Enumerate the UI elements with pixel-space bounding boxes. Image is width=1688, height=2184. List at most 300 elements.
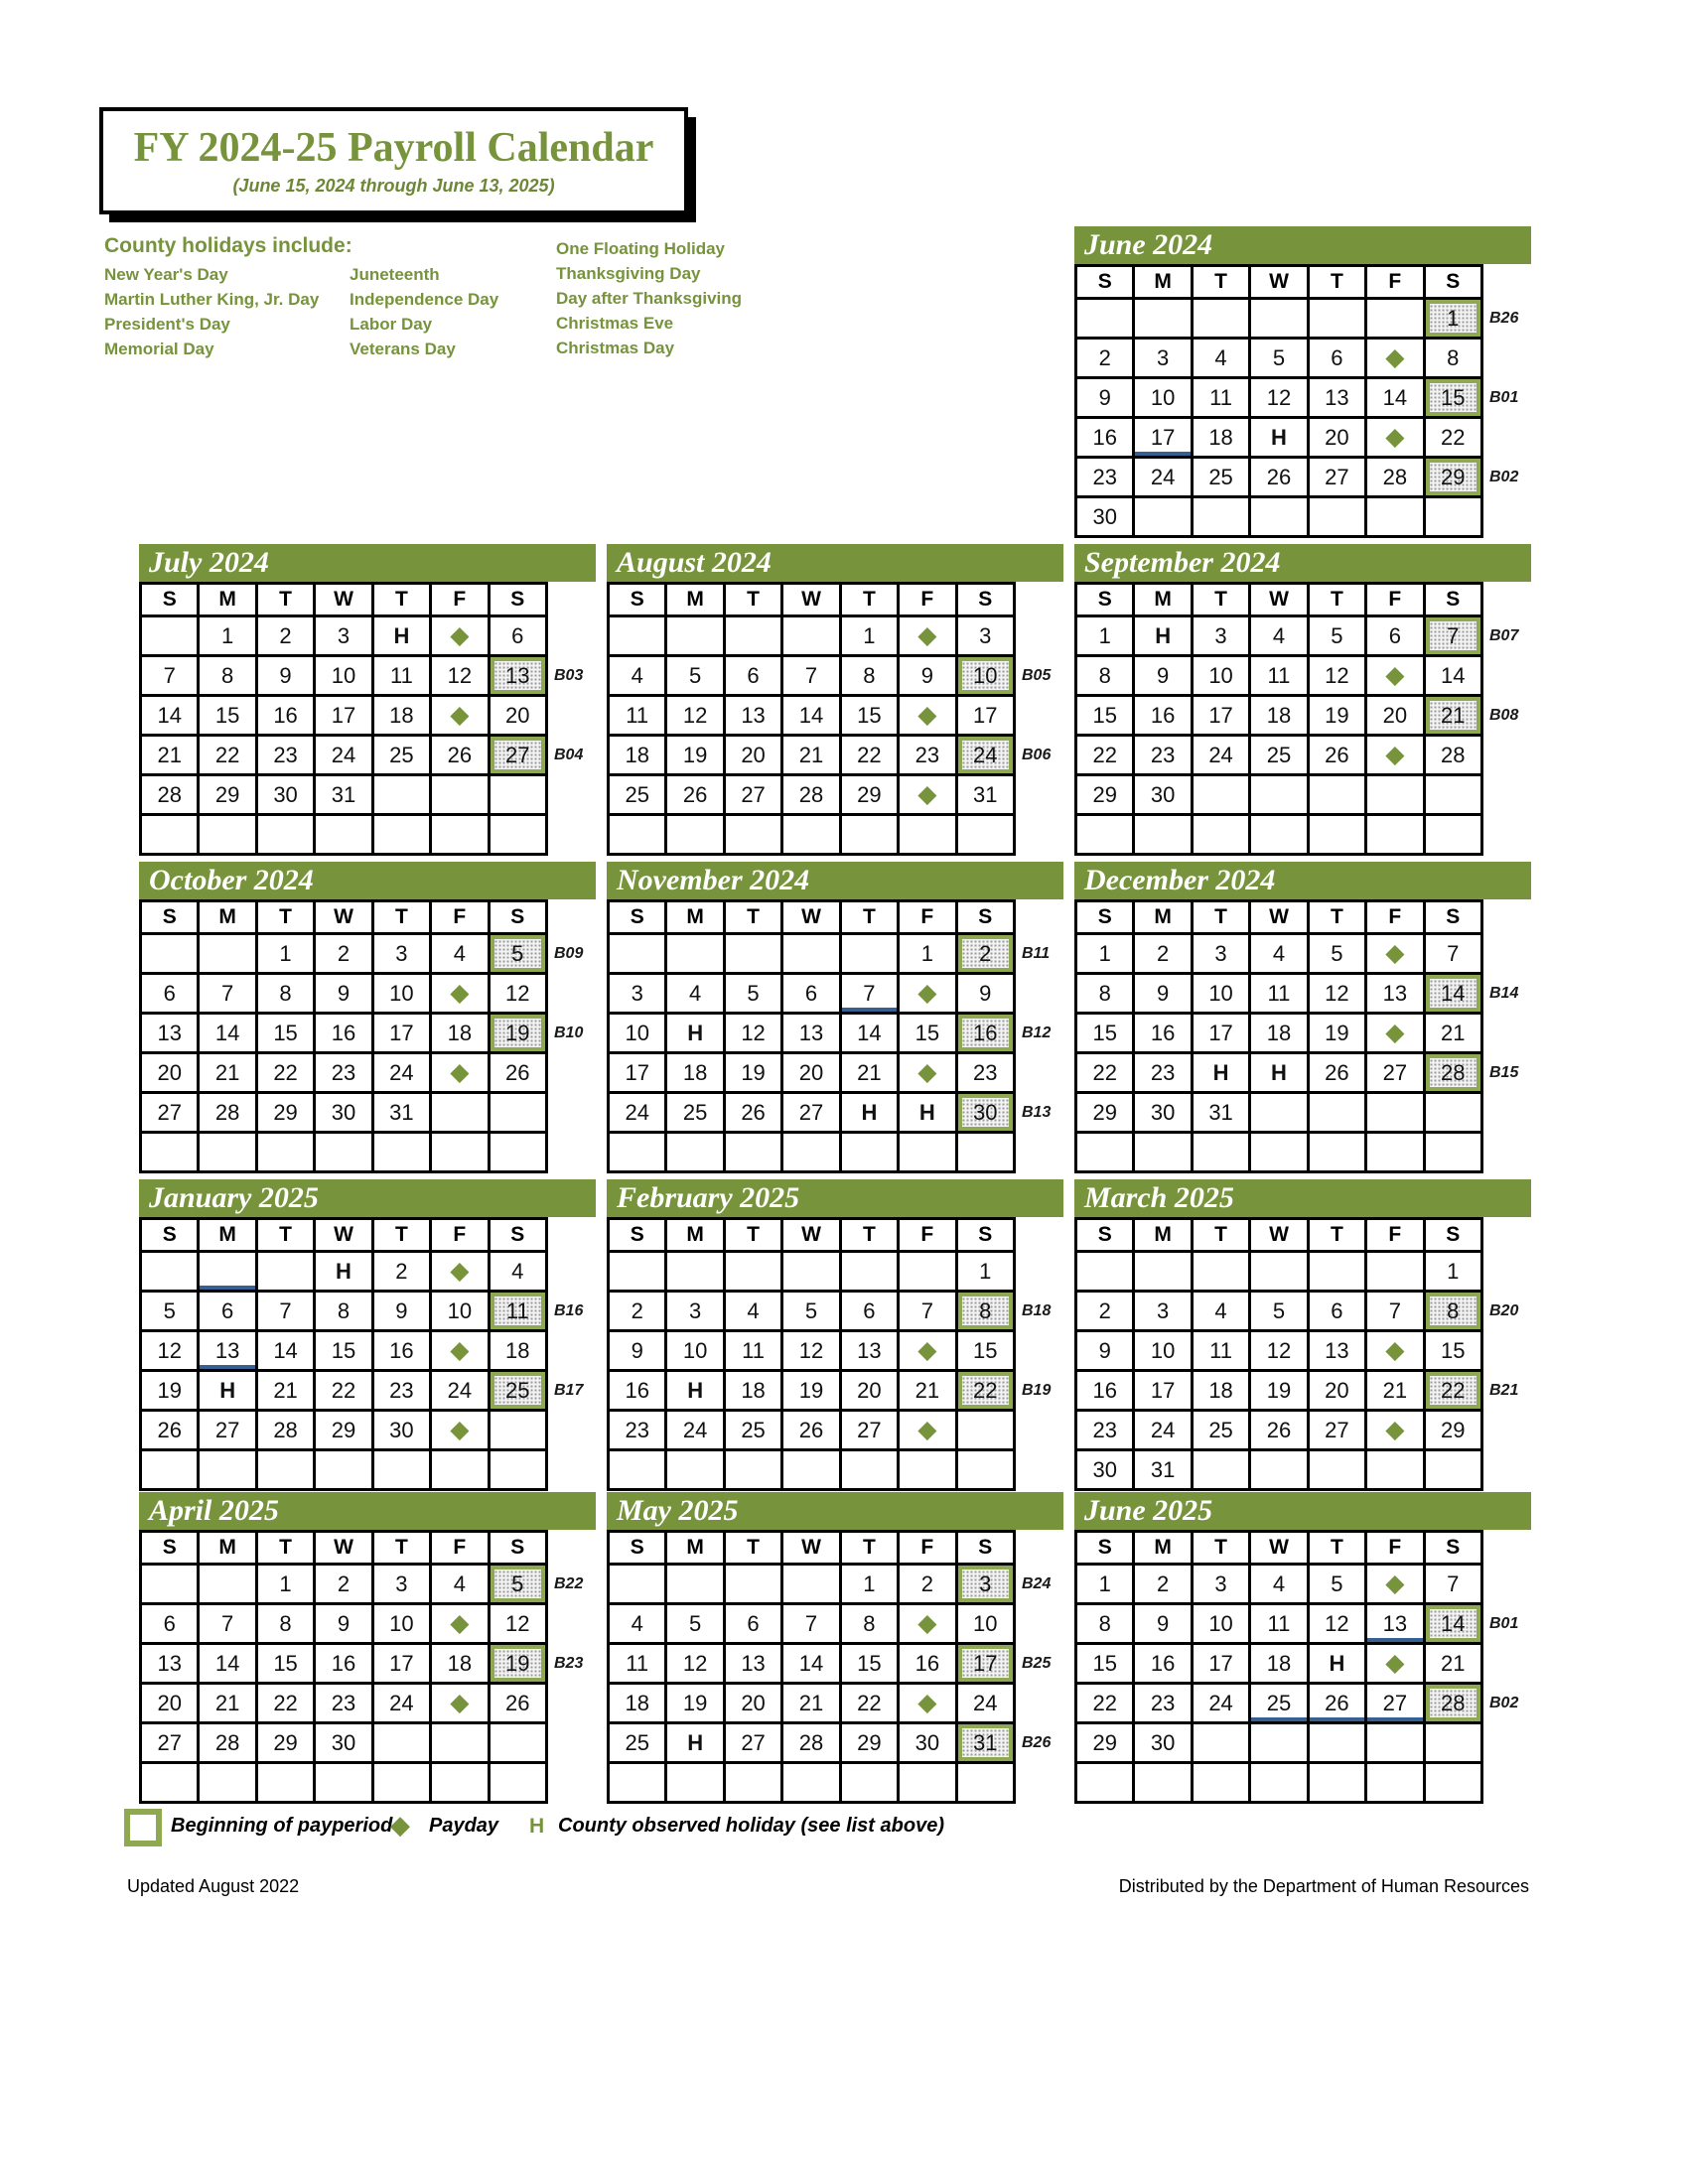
day-cell: 7 bbox=[199, 1604, 256, 1644]
day-cell: 21 bbox=[141, 736, 199, 775]
holiday-item: Independence Day bbox=[350, 290, 499, 309]
week-row bbox=[609, 616, 1015, 656]
holiday-item: Day after Thanksgiving bbox=[556, 289, 743, 308]
holiday-cell: H bbox=[1308, 1644, 1365, 1684]
day-cell: 16 bbox=[1076, 418, 1134, 458]
weekday-header: S bbox=[141, 1532, 199, 1565]
payday-cell bbox=[431, 1684, 489, 1723]
empty-cell bbox=[1076, 815, 1134, 855]
day-cell: 30 bbox=[1076, 1450, 1134, 1490]
day-cell: 12 bbox=[666, 696, 724, 736]
day-cell: 1 bbox=[1076, 1565, 1134, 1604]
weekday-header: F bbox=[899, 901, 956, 934]
day-cell: 4 bbox=[431, 1565, 489, 1604]
day-cell: 29 bbox=[256, 1723, 314, 1763]
empty-cell bbox=[1366, 1133, 1424, 1172]
empty-cell bbox=[782, 1133, 840, 1172]
holiday-item: Juneteenth bbox=[350, 265, 440, 284]
weekday-header: S bbox=[489, 1532, 546, 1565]
weekday-header: T bbox=[1308, 266, 1365, 299]
empty-cell bbox=[609, 1450, 666, 1490]
day-cell: 2 bbox=[609, 1292, 666, 1331]
payday-diamond-icon: ◆ bbox=[917, 1415, 937, 1443]
empty-cell bbox=[1134, 815, 1192, 855]
day-cell: 20 bbox=[724, 736, 781, 775]
day-cell: 21 bbox=[199, 1684, 256, 1723]
day-cell: 6 bbox=[840, 1292, 898, 1331]
empty-cell bbox=[1308, 1723, 1365, 1763]
payday-cell bbox=[899, 696, 956, 736]
day-cell: 7 bbox=[256, 1292, 314, 1331]
day-cell: 5 bbox=[1308, 934, 1365, 974]
payperiod-swatch-icon bbox=[124, 1809, 162, 1846]
day-cell: 28 bbox=[199, 1093, 256, 1133]
week-row bbox=[1076, 696, 1482, 736]
day-cell: 26 bbox=[1308, 1053, 1365, 1093]
weekday-header: S bbox=[1424, 1532, 1481, 1565]
day-cell: 11 bbox=[1250, 656, 1308, 696]
weekday-header: T bbox=[372, 901, 430, 934]
day-cell: 12 bbox=[1250, 1331, 1308, 1371]
week-row bbox=[141, 616, 547, 656]
weekday-header: W bbox=[782, 901, 840, 934]
empty-cell bbox=[372, 815, 430, 855]
empty-cell bbox=[609, 1252, 666, 1292]
empty-cell bbox=[199, 1450, 256, 1490]
day-cell: 8 bbox=[1076, 656, 1134, 696]
payday-cell bbox=[1366, 934, 1424, 974]
weekday-header: W bbox=[315, 1219, 372, 1252]
empty-cell bbox=[1424, 497, 1481, 537]
holiday-list-intro: County holidays include: bbox=[104, 234, 352, 257]
day-cell: 15 bbox=[1076, 696, 1134, 736]
week-row bbox=[141, 1565, 547, 1604]
empty-cell bbox=[1366, 497, 1424, 537]
day-cell: 13 bbox=[840, 1331, 898, 1371]
empty-cell bbox=[1250, 1723, 1308, 1763]
day-cell: 1 bbox=[256, 934, 314, 974]
day-cell: 9 bbox=[256, 656, 314, 696]
empty-cell bbox=[666, 815, 724, 855]
empty-cell bbox=[1250, 497, 1308, 537]
empty-cell bbox=[609, 1763, 666, 1803]
empty-cell bbox=[1192, 1450, 1249, 1490]
week-row bbox=[1076, 1450, 1482, 1490]
day-cell: 11 bbox=[724, 1331, 781, 1371]
empty-cell bbox=[141, 1565, 199, 1604]
empty-cell bbox=[141, 1133, 199, 1172]
month-title: August 2024 bbox=[617, 546, 772, 579]
empty-cell bbox=[782, 1252, 840, 1292]
weekday-header: T bbox=[840, 1219, 898, 1252]
day-cell: 3 bbox=[1192, 1565, 1249, 1604]
empty-cell bbox=[609, 934, 666, 974]
empty-cell bbox=[372, 1450, 430, 1490]
day-cell: 12 bbox=[431, 656, 489, 696]
day-cell: 10 bbox=[956, 1604, 1014, 1644]
empty-cell bbox=[1366, 299, 1424, 339]
empty-cell bbox=[489, 775, 546, 815]
weekday-header: S bbox=[1424, 1219, 1481, 1252]
week-row bbox=[1076, 934, 1482, 974]
day-cell: 18 bbox=[1250, 1014, 1308, 1053]
day-cell: 14 bbox=[256, 1331, 314, 1371]
payperiod-code-label: B21 bbox=[1489, 1382, 1519, 1399]
month-title: June 2024 bbox=[1084, 228, 1213, 261]
empty-cell bbox=[1192, 1252, 1249, 1292]
empty-cell bbox=[666, 1133, 724, 1172]
month-title: April 2025 bbox=[149, 1494, 279, 1527]
day-cell: 16 bbox=[899, 1644, 956, 1684]
day-cell: 27 bbox=[724, 1723, 781, 1763]
day-cell: 10 bbox=[1192, 1604, 1249, 1644]
weekday-header: W bbox=[782, 1532, 840, 1565]
day-cell: 14 bbox=[782, 1644, 840, 1684]
calendar-february-2025 bbox=[607, 1179, 1063, 1491]
day-cell: 30 bbox=[1134, 1093, 1192, 1133]
day-cell: 7 bbox=[1424, 1565, 1481, 1604]
page-subtitle: (June 15, 2024 through June 13, 2025) bbox=[232, 175, 555, 196]
week-row bbox=[1076, 1723, 1482, 1763]
day-cell: 4 bbox=[724, 1292, 781, 1331]
weekday-header: S bbox=[1076, 584, 1134, 616]
day-cell: 21 bbox=[840, 1053, 898, 1093]
day-cell: 22 bbox=[1076, 1053, 1134, 1093]
week-row bbox=[1076, 1292, 1482, 1331]
day-cell: 27 bbox=[1366, 1053, 1424, 1093]
empty-cell bbox=[956, 1450, 1014, 1490]
empty-cell bbox=[256, 1763, 314, 1803]
day-cell: 30 bbox=[899, 1723, 956, 1763]
payperiod-start-cell: 19 bbox=[489, 1014, 546, 1053]
calendar-january-2025 bbox=[139, 1179, 596, 1491]
day-cell: 10 bbox=[666, 1331, 724, 1371]
empty-cell bbox=[724, 1763, 781, 1803]
weekday-header: S bbox=[609, 584, 666, 616]
day-cell: 5 bbox=[1250, 1292, 1308, 1331]
day-cell: 12 bbox=[489, 1604, 546, 1644]
empty-cell bbox=[372, 1723, 430, 1763]
day-cell: 16 bbox=[1076, 1371, 1134, 1411]
day-cell: 15 bbox=[956, 1331, 1014, 1371]
day-cell: 27 bbox=[141, 1723, 199, 1763]
week-row bbox=[141, 656, 547, 696]
day-cell: 25 bbox=[1250, 1684, 1308, 1723]
week-row bbox=[141, 696, 547, 736]
day-cell: 21 bbox=[899, 1371, 956, 1411]
weekday-header: W bbox=[1250, 901, 1308, 934]
calendar-september-2024 bbox=[1074, 544, 1531, 856]
week-row bbox=[141, 934, 547, 974]
day-cell: 13 bbox=[141, 1644, 199, 1684]
week-row bbox=[1076, 1252, 1482, 1292]
week-row bbox=[141, 1763, 547, 1803]
payday-diamond-icon: ◆ bbox=[917, 978, 937, 1007]
empty-cell bbox=[840, 1252, 898, 1292]
month-title-bar bbox=[1074, 862, 1531, 899]
month-grid-october-2024 bbox=[139, 899, 548, 1173]
payperiod-start-cell: 19 bbox=[489, 1644, 546, 1684]
empty-cell bbox=[372, 1763, 430, 1803]
payday-diamond-icon: ◆ bbox=[1385, 422, 1405, 451]
empty-cell bbox=[1250, 775, 1308, 815]
weekday-header: T bbox=[840, 1532, 898, 1565]
weekday-header: T bbox=[1308, 584, 1365, 616]
holiday-cell: H bbox=[1134, 616, 1192, 656]
day-cell: 29 bbox=[199, 775, 256, 815]
day-cell: 23 bbox=[372, 1371, 430, 1411]
payperiod-code-label: B01 bbox=[1489, 389, 1519, 406]
payday-cell bbox=[899, 1411, 956, 1450]
day-cell: 10 bbox=[1192, 656, 1249, 696]
empty-cell bbox=[1192, 497, 1249, 537]
week-row bbox=[609, 1133, 1015, 1172]
day-cell: 21 bbox=[199, 1053, 256, 1093]
day-cell: 5 bbox=[666, 1604, 724, 1644]
day-cell: 16 bbox=[315, 1644, 372, 1684]
day-cell: 13 bbox=[782, 1014, 840, 1053]
day-cell: 22 bbox=[840, 736, 898, 775]
payperiod-code-label: B26 bbox=[1489, 310, 1519, 327]
empty-cell bbox=[141, 1450, 199, 1490]
day-cell: 2 bbox=[899, 1565, 956, 1604]
payperiod-code-label: B03 bbox=[554, 667, 584, 684]
payday-cell bbox=[431, 1252, 489, 1292]
day-cell: 9 bbox=[899, 656, 956, 696]
payperiod-start-cell: 28 bbox=[1424, 1684, 1481, 1723]
day-cell: 24 bbox=[666, 1411, 724, 1450]
week-row bbox=[141, 815, 547, 855]
day-cell: 12 bbox=[1250, 378, 1308, 418]
day-cell: 10 bbox=[1134, 1331, 1192, 1371]
day-cell: 20 bbox=[724, 1684, 781, 1723]
day-cell: 11 bbox=[1250, 1604, 1308, 1644]
day-cell: 1 bbox=[956, 1252, 1014, 1292]
day-cell: 19 bbox=[1308, 696, 1365, 736]
day-cell: 29 bbox=[256, 1093, 314, 1133]
week-row bbox=[609, 1644, 1015, 1684]
day-cell: 27 bbox=[1366, 1684, 1424, 1723]
day-cell: 28 bbox=[1366, 458, 1424, 497]
holiday-item: One Floating Holiday bbox=[556, 239, 726, 258]
payperiod-start-cell: 30 bbox=[956, 1093, 1014, 1133]
weekday-header: F bbox=[431, 1532, 489, 1565]
week-row bbox=[1076, 1331, 1482, 1371]
day-cell: 30 bbox=[372, 1411, 430, 1450]
empty-cell bbox=[666, 1450, 724, 1490]
payperiod-code-label: B18 bbox=[1022, 1302, 1052, 1319]
week-row bbox=[1076, 616, 1482, 656]
empty-cell bbox=[956, 1411, 1014, 1450]
day-cell: 15 bbox=[315, 1331, 372, 1371]
empty-cell bbox=[141, 1252, 199, 1292]
weekday-header: S bbox=[489, 584, 546, 616]
week-row bbox=[1076, 299, 1482, 339]
day-cell: 4 bbox=[1250, 1565, 1308, 1604]
payday-diamond-icon: ◆ bbox=[1385, 660, 1405, 689]
payday-diamond-icon: ◆ bbox=[917, 779, 937, 808]
weekday-header: F bbox=[899, 1219, 956, 1252]
day-cell: 22 bbox=[840, 1684, 898, 1723]
day-cell: 20 bbox=[840, 1371, 898, 1411]
holiday-item: Martin Luther King, Jr. Day bbox=[104, 290, 320, 309]
day-cell: 25 bbox=[609, 775, 666, 815]
weekday-header: M bbox=[666, 1219, 724, 1252]
weekday-header: M bbox=[1134, 584, 1192, 616]
day-cell: 13 bbox=[141, 1014, 199, 1053]
day-cell: 31 bbox=[1192, 1093, 1249, 1133]
month-grid-july-2024 bbox=[139, 582, 548, 856]
weekday-header: S bbox=[609, 901, 666, 934]
weekday-header: T bbox=[1192, 584, 1249, 616]
day-cell: 26 bbox=[1250, 458, 1308, 497]
day-cell: 18 bbox=[431, 1644, 489, 1684]
calendar-april-2025 bbox=[139, 1492, 596, 1804]
month-title-bar bbox=[1074, 1492, 1531, 1530]
day-cell: 17 bbox=[609, 1053, 666, 1093]
calendar-may-2025 bbox=[607, 1492, 1063, 1804]
payperiod-code-label: B11 bbox=[1022, 945, 1051, 962]
weekday-header: W bbox=[1250, 266, 1308, 299]
empty-cell bbox=[956, 815, 1014, 855]
empty-cell bbox=[489, 1763, 546, 1803]
day-cell: 24 bbox=[1192, 1684, 1249, 1723]
day-cell: 14 bbox=[840, 1014, 898, 1053]
month-grid-september-2024 bbox=[1074, 582, 1483, 856]
weekday-header: W bbox=[782, 1219, 840, 1252]
empty-cell bbox=[315, 815, 372, 855]
day-cell: 19 bbox=[141, 1371, 199, 1411]
holiday-item: Thanksgiving Day bbox=[556, 264, 701, 283]
day-cell: 29 bbox=[840, 1723, 898, 1763]
month-title: November 2024 bbox=[617, 864, 810, 896]
day-cell: 29 bbox=[1076, 1723, 1134, 1763]
empty-cell bbox=[431, 815, 489, 855]
payday-diamond-icon: ◆ bbox=[450, 620, 470, 649]
day-cell: 3 bbox=[1192, 616, 1249, 656]
day-cell: 25 bbox=[1250, 736, 1308, 775]
day-cell: 5 bbox=[141, 1292, 199, 1331]
empty-cell bbox=[1076, 1763, 1134, 1803]
empty-cell bbox=[1250, 1252, 1308, 1292]
empty-cell bbox=[1424, 775, 1481, 815]
payperiod-start-cell: 5 bbox=[489, 1565, 546, 1604]
weekday-header: S bbox=[956, 1219, 1014, 1252]
day-cell: 12 bbox=[724, 1014, 781, 1053]
week-row bbox=[1076, 418, 1482, 458]
day-cell: 5 bbox=[1250, 339, 1308, 378]
payday-diamond-icon: ◆ bbox=[917, 1608, 937, 1637]
payperiod-code-label: B16 bbox=[554, 1302, 584, 1319]
day-cell: 24 bbox=[315, 736, 372, 775]
weekday-header: S bbox=[1424, 901, 1481, 934]
day-cell: 26 bbox=[431, 736, 489, 775]
day-cell: 24 bbox=[956, 1684, 1014, 1723]
day-cell: 24 bbox=[372, 1053, 430, 1093]
week-row bbox=[1076, 1371, 1482, 1411]
payday-diamond-icon: ◆ bbox=[450, 978, 470, 1007]
day-cell: 26 bbox=[782, 1411, 840, 1450]
day-cell: 23 bbox=[315, 1053, 372, 1093]
weekday-header: W bbox=[782, 584, 840, 616]
day-cell: 21 bbox=[1366, 1371, 1424, 1411]
week-row bbox=[1076, 775, 1482, 815]
empty-cell bbox=[1134, 1252, 1192, 1292]
week-row bbox=[609, 1763, 1015, 1803]
payperiod-code-label: B26 bbox=[1022, 1734, 1052, 1751]
day-cell: 31 bbox=[372, 1093, 430, 1133]
empty-cell bbox=[840, 1450, 898, 1490]
day-cell: 18 bbox=[372, 696, 430, 736]
payperiod-code-label: B15 bbox=[1489, 1064, 1519, 1081]
empty-cell bbox=[609, 1133, 666, 1172]
empty-cell bbox=[1366, 1252, 1424, 1292]
day-cell: 9 bbox=[1134, 974, 1192, 1014]
day-cell: 1 bbox=[899, 934, 956, 974]
weekday-header: M bbox=[199, 1219, 256, 1252]
empty-cell bbox=[1308, 1093, 1365, 1133]
day-cell: 8 bbox=[256, 1604, 314, 1644]
payperiod-code-label: B22 bbox=[554, 1575, 584, 1592]
calendar-november-2024 bbox=[607, 862, 1063, 1173]
day-cell: 9 bbox=[956, 974, 1014, 1014]
payday-cell bbox=[899, 616, 956, 656]
payperiod-start-cell: 27 bbox=[489, 736, 546, 775]
day-cell: 13 bbox=[724, 696, 781, 736]
day-cell: 12 bbox=[782, 1331, 840, 1371]
empty-cell bbox=[1308, 775, 1365, 815]
day-cell: 1 bbox=[256, 1565, 314, 1604]
payperiod-start-cell: 24 bbox=[956, 736, 1014, 775]
week-row bbox=[609, 1565, 1015, 1604]
payperiod-start-cell: 16 bbox=[956, 1014, 1014, 1053]
day-cell: 2 bbox=[315, 1565, 372, 1604]
week-row bbox=[141, 1133, 547, 1172]
empty-cell bbox=[782, 934, 840, 974]
payperiod-start-cell: 29 bbox=[1424, 458, 1481, 497]
day-cell: 7 bbox=[141, 656, 199, 696]
payday-diamond-icon: ◆ bbox=[450, 1335, 470, 1364]
week-row bbox=[141, 1644, 547, 1684]
day-cell: 30 bbox=[315, 1093, 372, 1133]
weekday-header: S bbox=[489, 1219, 546, 1252]
day-cell: 18 bbox=[1250, 1644, 1308, 1684]
empty-cell bbox=[1424, 1763, 1481, 1803]
empty-cell bbox=[489, 1450, 546, 1490]
empty-cell bbox=[609, 815, 666, 855]
day-cell: 28 bbox=[199, 1723, 256, 1763]
empty-cell bbox=[1076, 1252, 1134, 1292]
week-row bbox=[141, 736, 547, 775]
empty-cell bbox=[1250, 1450, 1308, 1490]
payday-cell bbox=[1366, 339, 1424, 378]
empty-cell bbox=[724, 815, 781, 855]
day-cell: 26 bbox=[489, 1684, 546, 1723]
day-cell: 4 bbox=[489, 1252, 546, 1292]
week-row bbox=[141, 974, 547, 1014]
month-title: September 2024 bbox=[1084, 546, 1281, 579]
legend-payday-label: Payday bbox=[429, 1815, 499, 1837]
day-cell: 5 bbox=[724, 974, 781, 1014]
payday-diamond-icon: ◆ bbox=[1385, 1648, 1405, 1677]
day-cell: 26 bbox=[1308, 736, 1365, 775]
day-cell: 19 bbox=[1250, 1371, 1308, 1411]
empty-cell bbox=[899, 1252, 956, 1292]
day-cell: 6 bbox=[489, 616, 546, 656]
weekday-header: T bbox=[724, 1219, 781, 1252]
weekday-header: M bbox=[1134, 1532, 1192, 1565]
day-cell: 26 bbox=[724, 1093, 781, 1133]
